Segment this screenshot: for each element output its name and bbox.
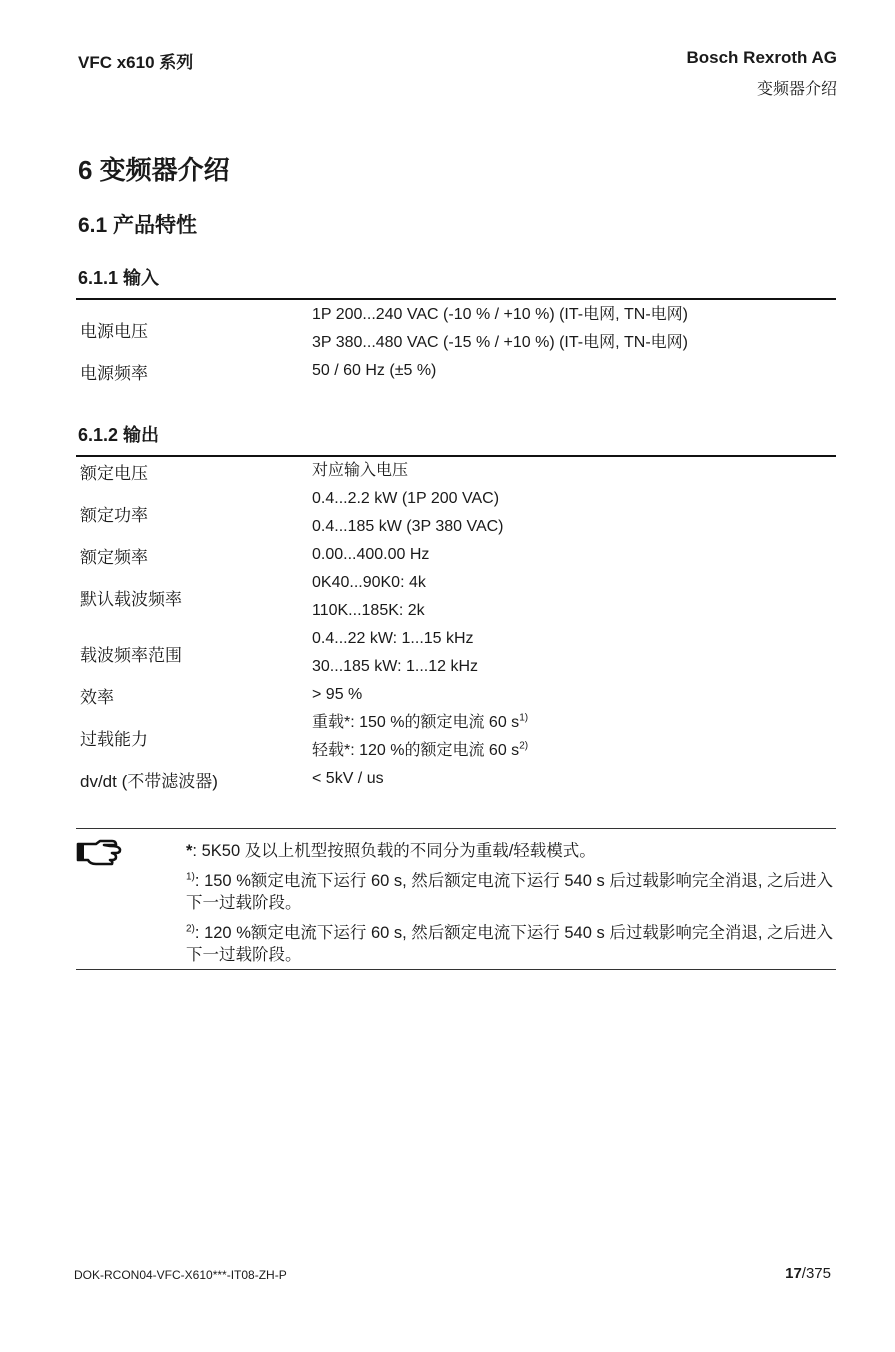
row-label: 效率	[80, 687, 114, 707]
note-item	[186, 922, 836, 966]
input-title: 6.1.1 输入	[78, 268, 160, 288]
input-table	[76, 301, 836, 385]
row-value: 3P 380...480 VAC (-15 % / +10 %) (IT-电网, TN-电网)	[312, 334, 688, 351]
note-body: : 120 %额定电流下运行 60 s, 然后额定电流下运行 540 s 后过载影响完全消退, 之后进入下一过载阶段。	[186, 924, 834, 964]
row-value: 0.00...400.00 Hz	[312, 546, 430, 563]
row-label: 额定功率	[80, 505, 148, 525]
table-row	[76, 541, 836, 569]
note-body: : 150 %额定电流下运行 60 s, 然后额定电流下运行 540 s 后过载影响完全消退, 之后进入下一过载阶段。	[186, 872, 834, 912]
row-label: 载波频率范围	[80, 645, 182, 665]
header-series: VFC x610 系列	[78, 53, 194, 72]
input-table-top-rule	[76, 298, 836, 300]
note-item	[186, 870, 836, 914]
row-value: 对应输入电压	[312, 462, 409, 479]
table-row	[76, 681, 836, 709]
header-section: 变频器介绍	[756, 81, 837, 98]
row-label: dv/dt (不带滤波器)	[80, 771, 218, 791]
row-value: 110K...185K: 2k	[312, 602, 425, 619]
row-value: 30...185 kW: 1...12 kHz	[312, 658, 479, 675]
page-total: /375	[801, 1265, 831, 1282]
table-row	[76, 301, 836, 357]
note-marker: 1)	[186, 871, 195, 883]
pointing-hand-icon	[76, 838, 124, 871]
row-label: 电源频率	[80, 363, 148, 383]
row-label: 额定频率	[80, 547, 148, 567]
row-value: 0K40...90K0: 4k	[312, 574, 426, 591]
output-table	[76, 457, 836, 793]
row-label: 默认载波频率	[80, 589, 182, 609]
row-value: 0.4...2.2 kW (1P 200 VAC)	[312, 490, 500, 507]
section-title: 6.1 产品特性	[78, 214, 198, 237]
row-value: 50 / 60 Hz (±5 %)	[312, 362, 437, 379]
row-label: 额定电压	[80, 463, 148, 483]
table-row	[76, 625, 836, 681]
note-top-rule	[76, 828, 836, 829]
row-value: 0.4...22 kW: 1...15 kHz	[312, 630, 474, 647]
page-number	[785, 1265, 831, 1282]
output-title: 6.1.2 输出	[78, 425, 160, 445]
table-row	[76, 709, 836, 765]
row-label: 电源电压	[80, 321, 148, 341]
page-current: 17	[785, 1265, 802, 1282]
note-marker: *	[186, 842, 193, 860]
table-row	[76, 485, 836, 541]
row-label: 过载能力	[80, 729, 148, 749]
table-row	[76, 357, 836, 385]
table-row	[76, 457, 836, 485]
header-company: Bosch Rexroth AG	[686, 48, 837, 67]
note-marker: 2)	[186, 923, 195, 935]
row-value: 轻载*: 120 %的额定电流 60 s	[312, 742, 520, 759]
table-row	[76, 569, 836, 625]
table-row	[76, 765, 836, 793]
row-value: 重载*: 150 %的额定电流 60 s	[312, 714, 520, 731]
footer-doc-id: DOK-RCON04-VFC-X610***-IT08-ZH-P	[74, 1268, 287, 1282]
row-value: 0.4...185 kW (3P 380 VAC)	[312, 518, 504, 535]
row-value: < 5kV / us	[312, 770, 384, 787]
note-item	[186, 840, 836, 862]
note-bottom-rule	[76, 969, 836, 970]
chapter-title: 6 变频器介绍	[78, 155, 230, 185]
note-body: : 5K50 及以上机型按照负载的不同分为重载/轻载模式。	[192, 842, 596, 860]
footnote-ref: 1)	[519, 712, 529, 724]
row-value: > 95 %	[312, 686, 363, 703]
footnote-ref: 2)	[519, 740, 529, 752]
row-value: 1P 200...240 VAC (-10 % / +10 %) (IT-电网, TN-电网)	[312, 306, 688, 323]
